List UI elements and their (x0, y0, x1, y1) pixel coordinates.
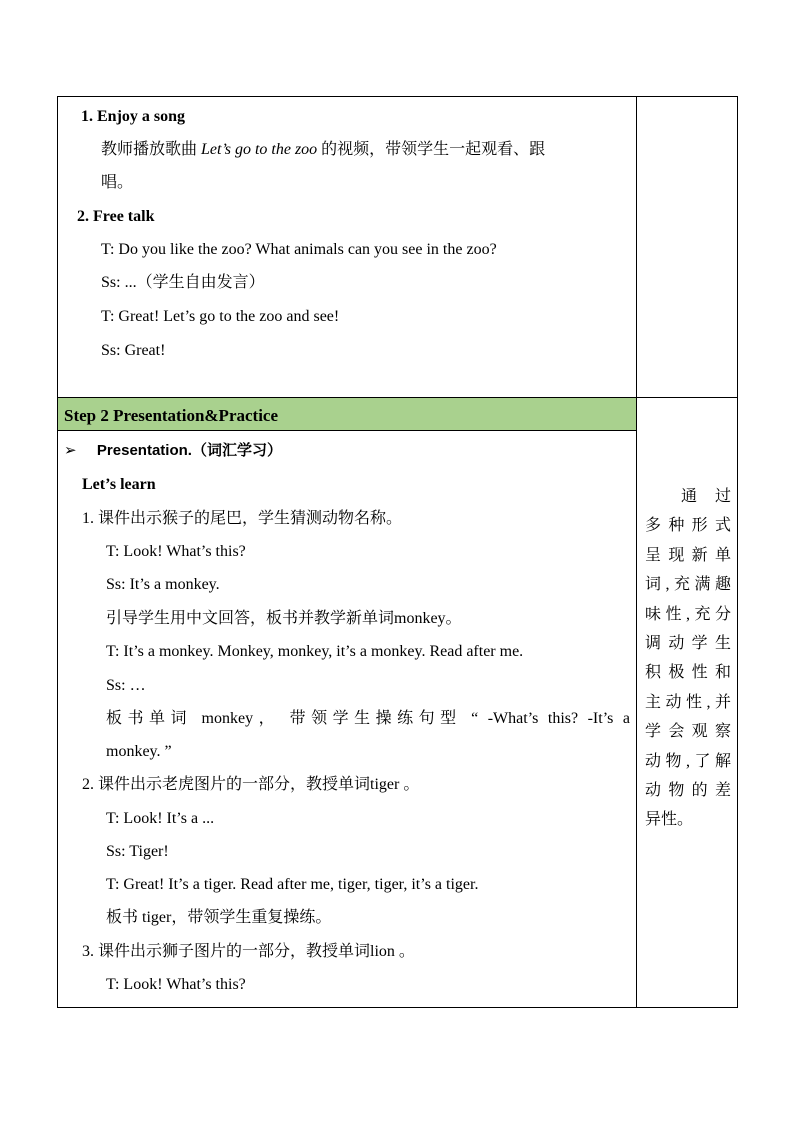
comment-line: 味性,充分 (645, 605, 731, 623)
lets-learn-heading: Let’s learn (82, 476, 156, 493)
lesson-plan-table (57, 96, 738, 1008)
dialogue-line: 板书 tiger，带领学生重复操练。 (106, 909, 332, 926)
comment-line: 通 过 (681, 488, 731, 505)
item1-title-row (81, 107, 185, 127)
dialogue-line: T: Look! It’s a ... (106, 810, 215, 827)
step2-item1-row (82, 509, 402, 529)
item1-title: Enjoy a song (97, 108, 186, 125)
arrow-bullet-icon: ➢ (64, 442, 77, 459)
dialogue-line: 引导学生用中文回答，板书并教学新单词monkey。 (106, 610, 462, 627)
dialogue-line: Ss: ...（学生自由发言） (101, 274, 265, 291)
item1-number: 1. (81, 108, 93, 125)
item1-text-post: 的视频，带领学生一起观看、跟 (321, 141, 546, 158)
dialogue-line: T: Look! What’s this? (106, 976, 246, 993)
comment-line: 调动学生 (645, 635, 731, 653)
dialogue-line: Ss: It’s a monkey. (106, 576, 220, 593)
comment-line: 学会观察 (645, 723, 731, 741)
comment-line: 主动性,并 (645, 693, 731, 711)
step2-item2-row (82, 775, 419, 795)
comment-line: 积极性和 (645, 664, 731, 682)
step2-item3-number: 3. (82, 943, 94, 960)
dialogue-line: T: Do you like the zoo? What animals can you see in the zoo? (101, 241, 497, 258)
step2-item3-row (82, 942, 415, 962)
comment-line: 异性。 (645, 811, 694, 829)
teaching-purpose-comment (645, 482, 731, 835)
comment-line: 动物的差 (645, 782, 731, 800)
board-line: 板书单词 monkey， 带领学生操练句型 “ -What’s this? -It’s a (106, 710, 630, 727)
item2-title-row (77, 207, 154, 227)
column-divider (636, 96, 637, 1008)
board-line-cont: monkey. ” (106, 743, 172, 760)
step2-item1-number: 1. (82, 510, 94, 527)
comment-line: 多种形式 (645, 517, 731, 535)
comment-line: 呈现新单 (645, 546, 731, 564)
song-title: Let’s go to the zoo (201, 141, 318, 158)
dialogue-line: Ss: Great! (101, 342, 166, 359)
step2-header: Step 2 Presentation&Practice (64, 406, 279, 425)
item2-number: 2. (77, 208, 89, 225)
comment-line: 词,充满趣 (645, 576, 731, 594)
step2-item2-text: 课件出示老虎图片的一部分，教授单词tiger 。 (98, 776, 420, 793)
dialogue-line: Ss: … (106, 677, 146, 694)
step2-item2-number: 2. (82, 776, 94, 793)
dialogue-line: T: Look! What’s this? (106, 543, 246, 560)
comment-line: 动物,了解 (645, 752, 731, 770)
presentation-row (64, 441, 282, 461)
item1-line1 (101, 140, 545, 160)
item2-title: Free talk (93, 208, 155, 225)
dialogue-line: T: Great! It’s a tiger. Read after me, tiger, tiger, it’s a tiger. (106, 876, 479, 893)
dialogue-line: Ss: Tiger! (106, 843, 169, 860)
step2-item1-text: 课件出示猴子的尾巴，学生猜测动物名称。 (98, 510, 403, 527)
item1-text-pre: 教师播放歌曲 (101, 141, 198, 158)
dialogue-line: T: Great! Let’s go to the zoo and see! (101, 308, 340, 325)
item1-line2: 唱。 (101, 174, 134, 191)
dialogue-line: T: It’s a monkey. Monkey, monkey, it’s a monkey. Read after me. (106, 643, 524, 660)
presentation-heading: Presentation.（词汇学习） (96, 442, 282, 459)
step2-item3-text: 课件出示狮子图片的一部分，教授单词lion 。 (98, 943, 415, 960)
